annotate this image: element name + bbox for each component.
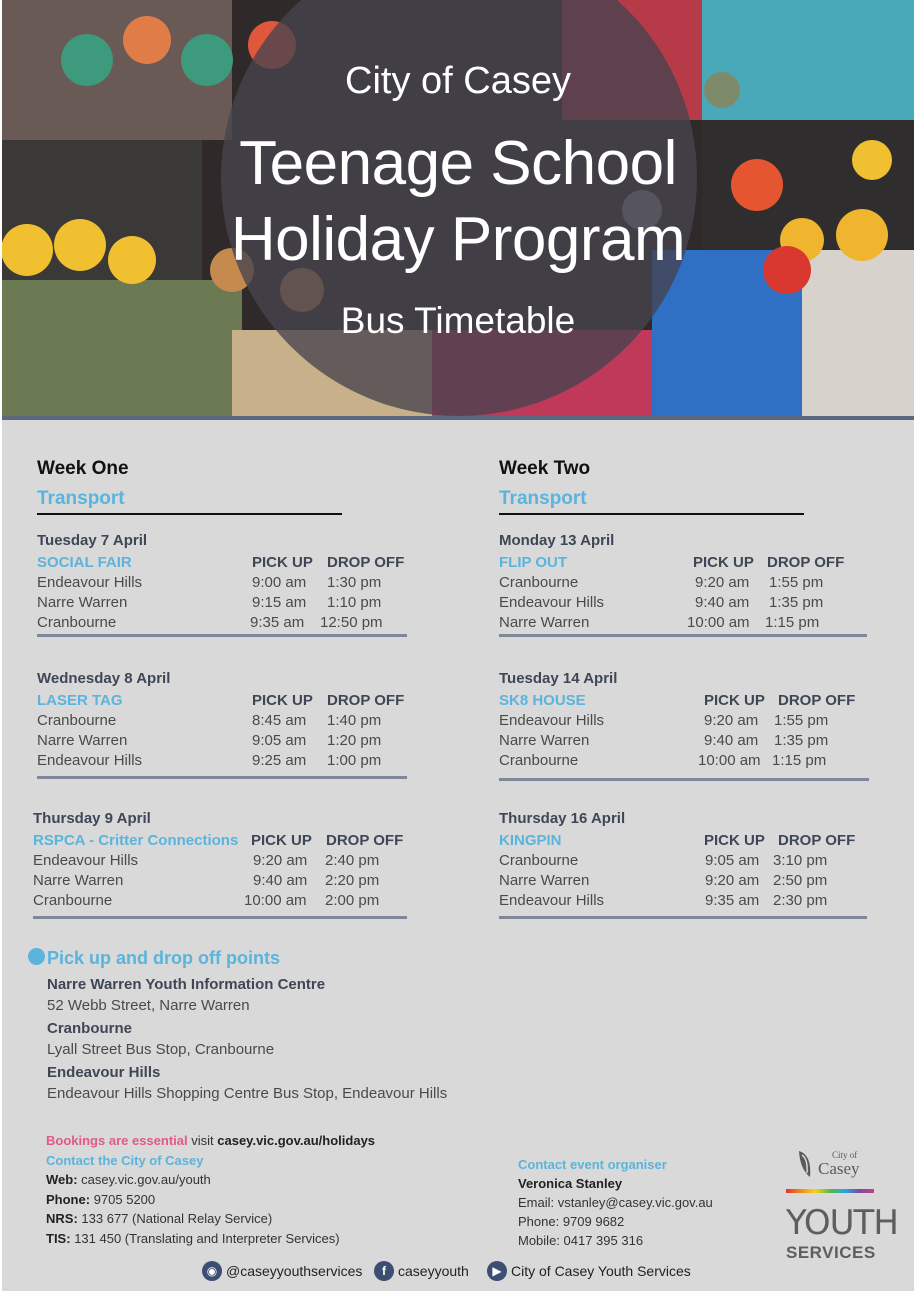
nrs-number: 133 677 (National Relay Service): [81, 1211, 273, 1226]
schedule-divider: [37, 634, 407, 637]
location-cell: Cranbourne: [33, 892, 113, 909]
point-address: Lyall Street Bus Stop, Cranbourne: [47, 1041, 275, 1058]
pickup-points-heading: Pick up and drop off points: [47, 948, 280, 968]
activity-name: LASER TAG: [37, 692, 123, 709]
hero-banner: [2, 0, 914, 418]
schedule-date: Tuesday 14 April: [499, 670, 618, 687]
phone-label: Phone:: [46, 1192, 91, 1207]
dropoff-time: 1:15 pm: [772, 752, 827, 769]
youth-services-logo-youth: YOUTH: [786, 1203, 898, 1243]
pickup-time: 9:40 am: [695, 594, 750, 611]
pickup-time: 9:40 am: [253, 872, 308, 889]
location-cell: Narre Warren: [33, 872, 124, 889]
dropoff-time: 1:55 pm: [769, 574, 824, 591]
pickup-time: 9:35 am: [705, 892, 760, 909]
pickup-header: PICK UP: [251, 832, 312, 849]
dropoff-time: 1:20 pm: [327, 732, 382, 749]
schedule-divider: [33, 916, 407, 919]
pickup-time: 9:20 am: [253, 852, 308, 869]
pickup-time: 9:15 am: [252, 594, 307, 611]
facebook-handle[interactable]: [374, 1261, 469, 1281]
activity-name: SOCIAL FAIR: [37, 554, 132, 571]
location-cell: Narre Warren: [499, 614, 590, 631]
location-cell: Cranbourne: [499, 574, 579, 591]
dropoff-time: 2:30 pm: [773, 892, 828, 909]
pickup-time: 9:00 am: [252, 574, 307, 591]
dropoff-header: DROP OFF: [767, 554, 845, 571]
youth-services-logo-services: SERVICES: [786, 1243, 876, 1262]
location-cell: Narre Warren: [499, 732, 590, 749]
schedule-divider: [499, 778, 869, 781]
location-cell: Endeavour Hills: [33, 852, 139, 869]
dropoff-header: DROP OFF: [778, 692, 856, 709]
pickup-time: 10:00 am: [244, 892, 307, 909]
page-title-line-2: Holiday Program: [230, 205, 686, 274]
week-two-transport-rule: [499, 513, 804, 515]
week-one-transport-heading: Transport: [37, 488, 125, 509]
bookings-essential: Bookings are essential: [46, 1133, 188, 1148]
dropoff-header: DROP OFF: [326, 832, 404, 849]
dropoff-time: 1:00 pm: [327, 752, 382, 769]
tis-label: TIS:: [46, 1231, 71, 1246]
location-cell: Endeavour Hills: [37, 752, 143, 769]
activity-name: KINGPIN: [499, 832, 562, 849]
pickup-time: 9:20 am: [705, 872, 760, 889]
location-cell: Narre Warren: [37, 594, 128, 611]
pickup-time: 9:40 am: [704, 732, 759, 749]
pickup-header: PICK UP: [693, 554, 754, 571]
location-cell: Endeavour Hills: [499, 594, 605, 611]
dropoff-time: 1:35 pm: [774, 732, 829, 749]
contact-organiser-heading: Contact event organiser: [518, 1157, 667, 1172]
organiser-mobile: Mobile: 0417 395 316: [518, 1233, 644, 1248]
location-cell: Cranbourne: [37, 712, 117, 729]
schedule-date: Thursday 9 April: [33, 810, 151, 827]
contact-phone: [46, 1192, 155, 1207]
dropoff-time: 2:50 pm: [773, 872, 828, 889]
casey-leaf-icon: [796, 1149, 816, 1179]
location-cell: Cranbourne: [37, 614, 117, 631]
contact-web: [46, 1172, 211, 1187]
week-two-heading: Week Two: [499, 458, 591, 479]
pickup-header: PICK UP: [704, 832, 765, 849]
dropoff-header: DROP OFF: [327, 692, 405, 709]
facebook-text: caseyyouth: [398, 1263, 469, 1279]
activity-name: SK8 HOUSE: [499, 692, 586, 709]
phone-number: 9705 5200: [93, 1192, 156, 1207]
dropoff-header: DROP OFF: [778, 832, 856, 849]
organiser-email[interactable]: Email: vstanley@casey.vic.gov.au: [518, 1195, 713, 1210]
page-title-line-1: Teenage School: [239, 129, 677, 198]
dropoff-time: 12:50 pm: [320, 614, 383, 631]
pickup-time: 10:00 am: [698, 752, 761, 769]
logo-casey: Casey: [818, 1159, 860, 1178]
contact-tis: [46, 1231, 340, 1246]
pickup-time: 9:20 am: [695, 574, 750, 591]
contact-nrs: [46, 1211, 272, 1226]
schedule-date: Tuesday 7 April: [37, 532, 148, 549]
instagram-icon: ◉: [202, 1261, 222, 1281]
pickup-time: 9:25 am: [252, 752, 307, 769]
location-cell: Endeavour Hills: [499, 892, 605, 909]
organiser-name: Veronica Stanley: [518, 1176, 623, 1191]
pickup-header: PICK UP: [704, 692, 765, 709]
pickup-time: 9:05 am: [252, 732, 307, 749]
youtube-handle[interactable]: [487, 1261, 691, 1281]
dropoff-header: DROP OFF: [327, 554, 405, 571]
schedule-divider: [499, 916, 867, 919]
nrs-label: NRS:: [46, 1211, 78, 1226]
point-name: Narre Warren Youth Information Centre: [47, 976, 326, 993]
bullet-dot-icon: [28, 948, 45, 965]
week-two-transport-heading: Transport: [499, 488, 587, 509]
dropoff-time: 2:00 pm: [325, 892, 380, 909]
pickup-time: 8:45 am: [252, 712, 307, 729]
bookings-line: [46, 1133, 375, 1148]
contact-city-heading: Contact the City of Casey: [46, 1153, 204, 1168]
location-cell: Cranbourne: [499, 752, 579, 769]
organiser-phone: Phone: 9709 9682: [518, 1214, 625, 1229]
page-subtitle: Bus Timetable: [340, 300, 576, 341]
activity-name: FLIP OUT: [499, 554, 568, 571]
schedule-divider: [37, 776, 407, 779]
bookings-link[interactable]: casey.vic.gov.au/holidays: [217, 1133, 376, 1148]
web-label: Web:: [46, 1172, 78, 1187]
city-of-casey-logo: [794, 1148, 864, 1180]
organisation-name: City of Casey: [345, 60, 571, 102]
dropoff-time: 1:55 pm: [774, 712, 829, 729]
pickup-time: 9:20 am: [704, 712, 759, 729]
point-name: Cranbourne: [47, 1020, 133, 1037]
schedule-date: Monday 13 April: [499, 532, 615, 549]
youtube-text: City of Casey Youth Services: [511, 1263, 691, 1279]
instagram-text: @caseyyouthservices: [226, 1263, 363, 1279]
dropoff-time: 2:40 pm: [325, 852, 380, 869]
location-cell: Endeavour Hills: [37, 574, 143, 591]
schedule-date: Thursday 16 April: [499, 810, 626, 827]
point-address: Endeavour Hills Shopping Centre Bus Stop, Endeavour Hills: [47, 1085, 448, 1102]
pickup-time: 10:00 am: [687, 614, 750, 631]
point-address: 52 Webb Street, Narre Warren: [47, 997, 250, 1014]
dropoff-time: 1:30 pm: [327, 574, 382, 591]
dropoff-time: 3:10 pm: [773, 852, 828, 869]
location-cell: Narre Warren: [499, 872, 590, 889]
point-name: Endeavour Hills: [47, 1064, 161, 1081]
pickup-header: PICK UP: [252, 692, 313, 709]
week-one-heading: Week One: [37, 458, 129, 479]
dropoff-time: 1:35 pm: [769, 594, 824, 611]
instagram-handle[interactable]: [202, 1261, 362, 1281]
pickup-header: PICK UP: [252, 554, 313, 571]
pickup-time: 9:05 am: [705, 852, 760, 869]
dropoff-time: 2:20 pm: [325, 872, 380, 889]
rainbow-stripe: [786, 1189, 874, 1193]
bookings-visit: visit: [191, 1133, 214, 1148]
logo-city-of: City of: [832, 1150, 858, 1160]
facebook-icon: f: [374, 1261, 394, 1281]
schedule-date: Wednesday 8 April: [37, 670, 171, 687]
tis-number: 131 450 (Translating and Interpreter Services): [74, 1231, 340, 1246]
web-link[interactable]: casey.vic.gov.au/youth: [81, 1172, 211, 1187]
youtube-icon: ▶: [487, 1261, 507, 1281]
location-cell: Endeavour Hills: [499, 712, 605, 729]
activity-name: RSPCA - Critter Connections: [33, 832, 239, 849]
pickup-time: 9:35 am: [250, 614, 305, 631]
dropoff-time: 1:15 pm: [765, 614, 820, 631]
location-cell: Cranbourne: [499, 852, 579, 869]
schedule-divider: [499, 634, 867, 637]
location-cell: Narre Warren: [37, 732, 128, 749]
dropoff-time: 1:40 pm: [327, 712, 382, 729]
week-one-transport-rule: [37, 513, 342, 515]
dropoff-time: 1:10 pm: [327, 594, 382, 611]
